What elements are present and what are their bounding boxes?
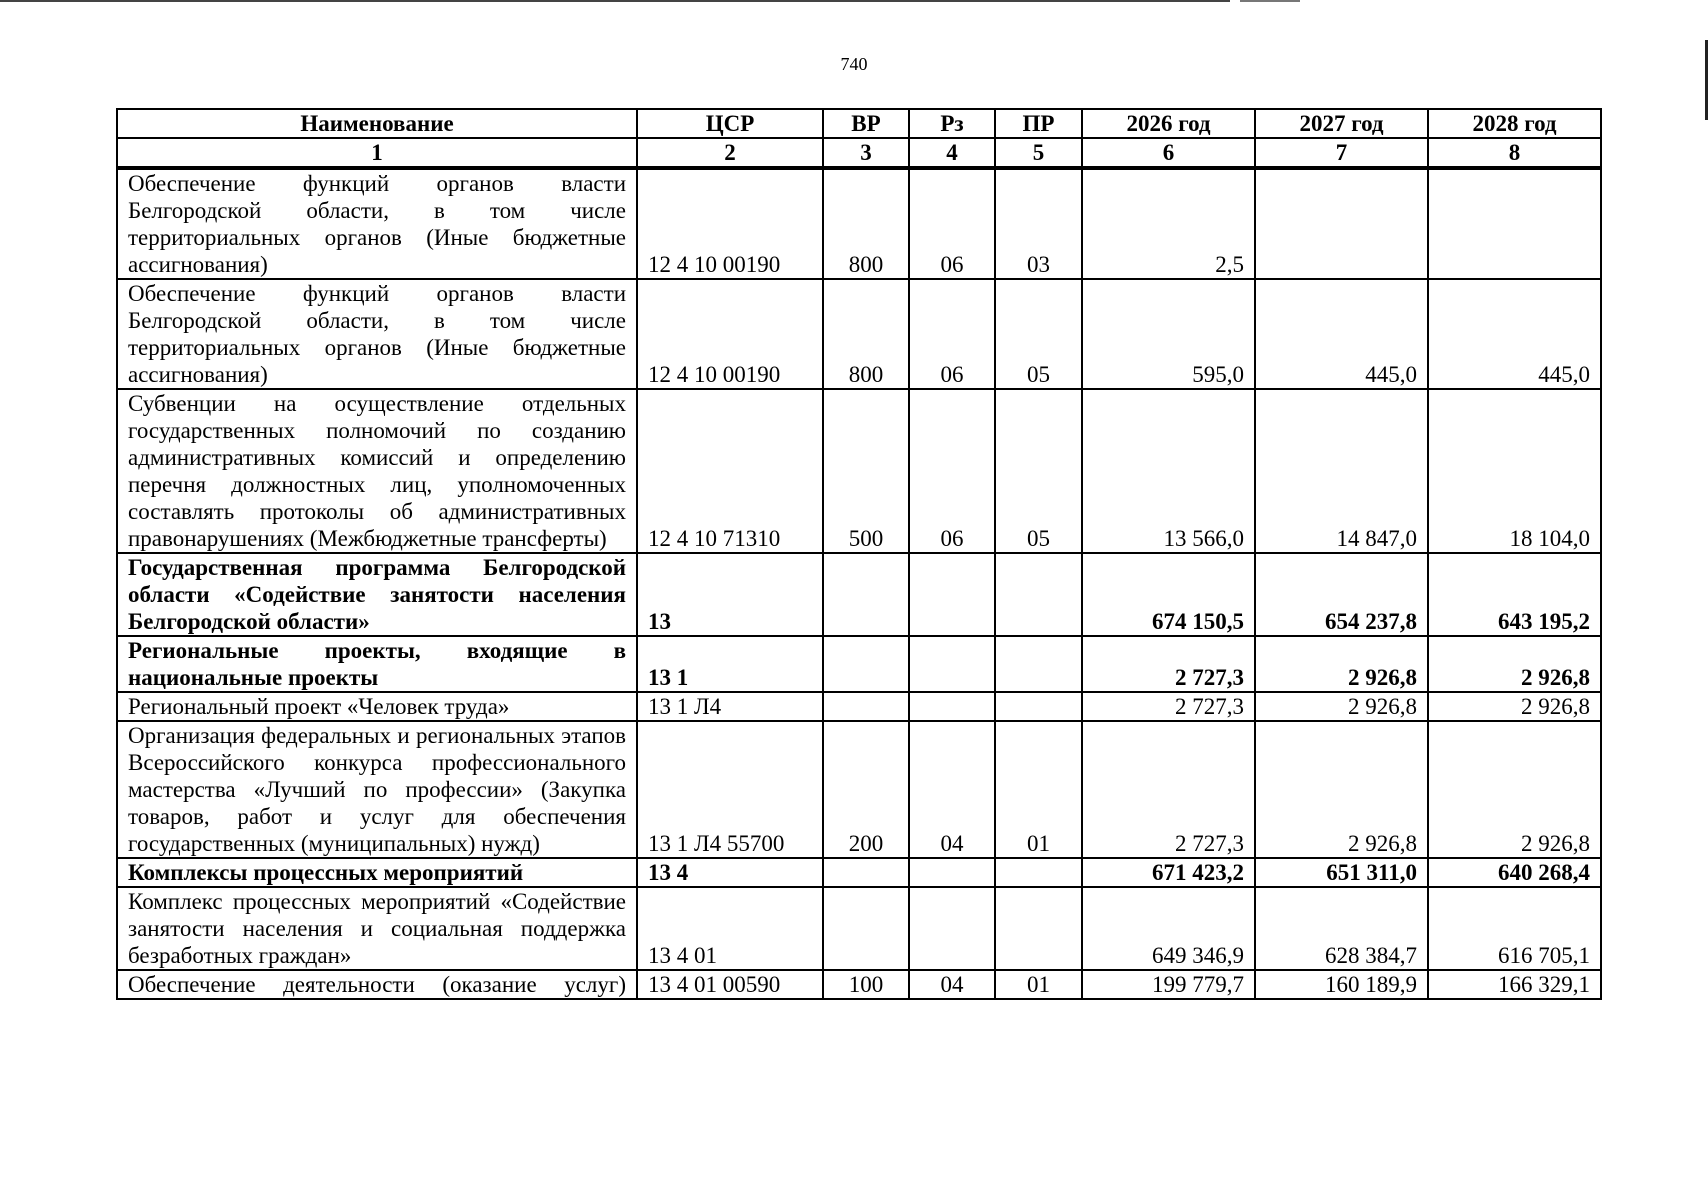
cell-csr: 13 1	[637, 636, 823, 692]
column-number: 3	[823, 138, 909, 168]
column-number: 6	[1082, 138, 1255, 168]
cell-vr: 800	[823, 168, 909, 279]
cell-csr: 13	[637, 553, 823, 636]
cell-pr	[995, 553, 1082, 636]
cell-csr: 13 4 01 00590	[637, 970, 823, 999]
header-name: Наименование	[117, 109, 637, 138]
cell-pr: 01	[995, 721, 1082, 858]
cell-pr: 05	[995, 389, 1082, 553]
page-number: 740	[840, 54, 868, 74]
cell-2028: 18 104,0	[1428, 389, 1601, 553]
cell-2026: 13 566,0	[1082, 389, 1255, 553]
cell-2028: 643 195,2	[1428, 553, 1601, 636]
cell-vr: 500	[823, 389, 909, 553]
cell-pr	[995, 887, 1082, 970]
table-row	[117, 389, 1601, 553]
cell-csr: 13 1 Л4 55700	[637, 721, 823, 858]
header-2027: 2027 год	[1255, 109, 1428, 138]
table-row	[117, 636, 1601, 692]
cell-name: Региональные проекты, входящие в национальные проекты	[117, 636, 637, 692]
cell-2026: 199 779,7	[1082, 970, 1255, 999]
cell-vr: 800	[823, 279, 909, 389]
cell-2027: 160 189,9	[1255, 970, 1428, 999]
column-number: 8	[1428, 138, 1601, 168]
cell-csr: 13 4	[637, 858, 823, 887]
cell-name: Обеспечение функций органов власти Белгородской области, в том числе территориальных органов (Иные бюджетные ассигнования)	[117, 168, 637, 279]
table-row	[117, 553, 1601, 636]
column-number: 7	[1255, 138, 1428, 168]
cell-2027: 2 926,8	[1255, 721, 1428, 858]
cell-name: Организация федеральных и региональных этапов Всероссийского конкурса профессионального мастерства «Лучший по профессии» (Закупка товаров, работ и услуг для обеспечения государственных (муниципальных) нужд)	[117, 721, 637, 858]
cell-pr: 05	[995, 279, 1082, 389]
cell-name: Обеспечение деятельности (оказание услуг)	[117, 970, 637, 999]
cell-pr	[995, 636, 1082, 692]
cell-2028: 2 926,8	[1428, 692, 1601, 721]
cell-2028: 640 268,4	[1428, 858, 1601, 887]
column-number: 4	[909, 138, 995, 168]
table-row	[117, 858, 1601, 887]
cell-csr: 12 4 10 00190	[637, 279, 823, 389]
cell-name: Региональный проект «Человек труда»	[117, 692, 637, 721]
cell-vr	[823, 636, 909, 692]
scan-top-edge	[0, 0, 1230, 2]
cell-name: Комплексы процессных мероприятий	[117, 858, 637, 887]
cell-2027: 651 311,0	[1255, 858, 1428, 887]
column-number: 5	[995, 138, 1082, 168]
header-vr: ВР	[823, 109, 909, 138]
cell-rz	[909, 692, 995, 721]
header-csr: ЦСР	[637, 109, 823, 138]
cell-2028: 2 926,8	[1428, 636, 1601, 692]
table-row	[117, 279, 1601, 389]
cell-2027: 14 847,0	[1255, 389, 1428, 553]
header-2026: 2026 год	[1082, 109, 1255, 138]
table-row	[117, 887, 1601, 970]
cell-name: Субвенции на осуществление отдельных государственных полномочий по созданию административных комиссий и определению перечня должностных лиц, уполномоченных составлять протоколы об административных правонарушениях (Межбюджетные трансферты)	[117, 389, 637, 553]
cell-pr	[995, 692, 1082, 721]
cell-rz	[909, 858, 995, 887]
cell-csr: 12 4 10 00190	[637, 168, 823, 279]
header-2028: 2028 год	[1428, 109, 1601, 138]
cell-rz	[909, 553, 995, 636]
cell-vr	[823, 692, 909, 721]
cell-2028: 166 329,1	[1428, 970, 1601, 999]
column-number-row	[117, 138, 1601, 168]
table-row	[117, 970, 1601, 999]
cell-rz	[909, 636, 995, 692]
cell-2026: 2 727,3	[1082, 636, 1255, 692]
cell-2026: 649 346,9	[1082, 887, 1255, 970]
cell-2026: 2 727,3	[1082, 721, 1255, 858]
cell-2028: 2 926,8	[1428, 721, 1601, 858]
cell-pr	[995, 858, 1082, 887]
scan-top-edge-fragment	[1240, 0, 1300, 2]
cell-vr	[823, 858, 909, 887]
cell-2027: 654 237,8	[1255, 553, 1428, 636]
cell-vr	[823, 887, 909, 970]
cell-vr: 200	[823, 721, 909, 858]
cell-2027	[1255, 168, 1428, 279]
table-row	[117, 168, 1601, 279]
table-body	[117, 168, 1601, 999]
cell-pr: 01	[995, 970, 1082, 999]
cell-2027: 2 926,8	[1255, 636, 1428, 692]
cell-rz: 04	[909, 721, 995, 858]
column-number: 2	[637, 138, 823, 168]
cell-2026: 2 727,3	[1082, 692, 1255, 721]
header-pr: ПР	[995, 109, 1082, 138]
cell-csr: 13 4 01	[637, 887, 823, 970]
cell-rz: 06	[909, 389, 995, 553]
cell-rz: 06	[909, 168, 995, 279]
column-number: 1	[117, 138, 637, 168]
cell-rz	[909, 887, 995, 970]
cell-2027: 2 926,8	[1255, 692, 1428, 721]
cell-csr: 13 1 Л4	[637, 692, 823, 721]
cell-2026: 671 423,2	[1082, 858, 1255, 887]
header-rz: Рз	[909, 109, 995, 138]
cell-rz: 04	[909, 970, 995, 999]
cell-pr: 03	[995, 168, 1082, 279]
cell-rz: 06	[909, 279, 995, 389]
table-row	[117, 692, 1601, 721]
cell-2026: 2,5	[1082, 168, 1255, 279]
cell-name: Комплекс процессных мероприятий «Содействие занятости населения и социальная поддержка безработных граждан»	[117, 887, 637, 970]
cell-vr: 100	[823, 970, 909, 999]
cell-2026: 595,0	[1082, 279, 1255, 389]
cell-2028	[1428, 168, 1601, 279]
cell-vr	[823, 553, 909, 636]
cell-2027: 628 384,7	[1255, 887, 1428, 970]
cell-csr: 12 4 10 71310	[637, 389, 823, 553]
cell-2028: 445,0	[1428, 279, 1601, 389]
cell-name: Государственная программа Белгородской области «Содействие занятости населения Белгородской области»	[117, 553, 637, 636]
cell-name: Обеспечение функций органов власти Белгородской области, в том числе территориальных органов (Иные бюджетные ассигнования)	[117, 279, 637, 389]
budget-table	[116, 108, 1602, 1000]
cell-2028: 616 705,1	[1428, 887, 1601, 970]
cell-2027: 445,0	[1255, 279, 1428, 389]
cell-2026: 674 150,5	[1082, 553, 1255, 636]
header-row	[117, 109, 1601, 138]
table-row	[117, 721, 1601, 858]
